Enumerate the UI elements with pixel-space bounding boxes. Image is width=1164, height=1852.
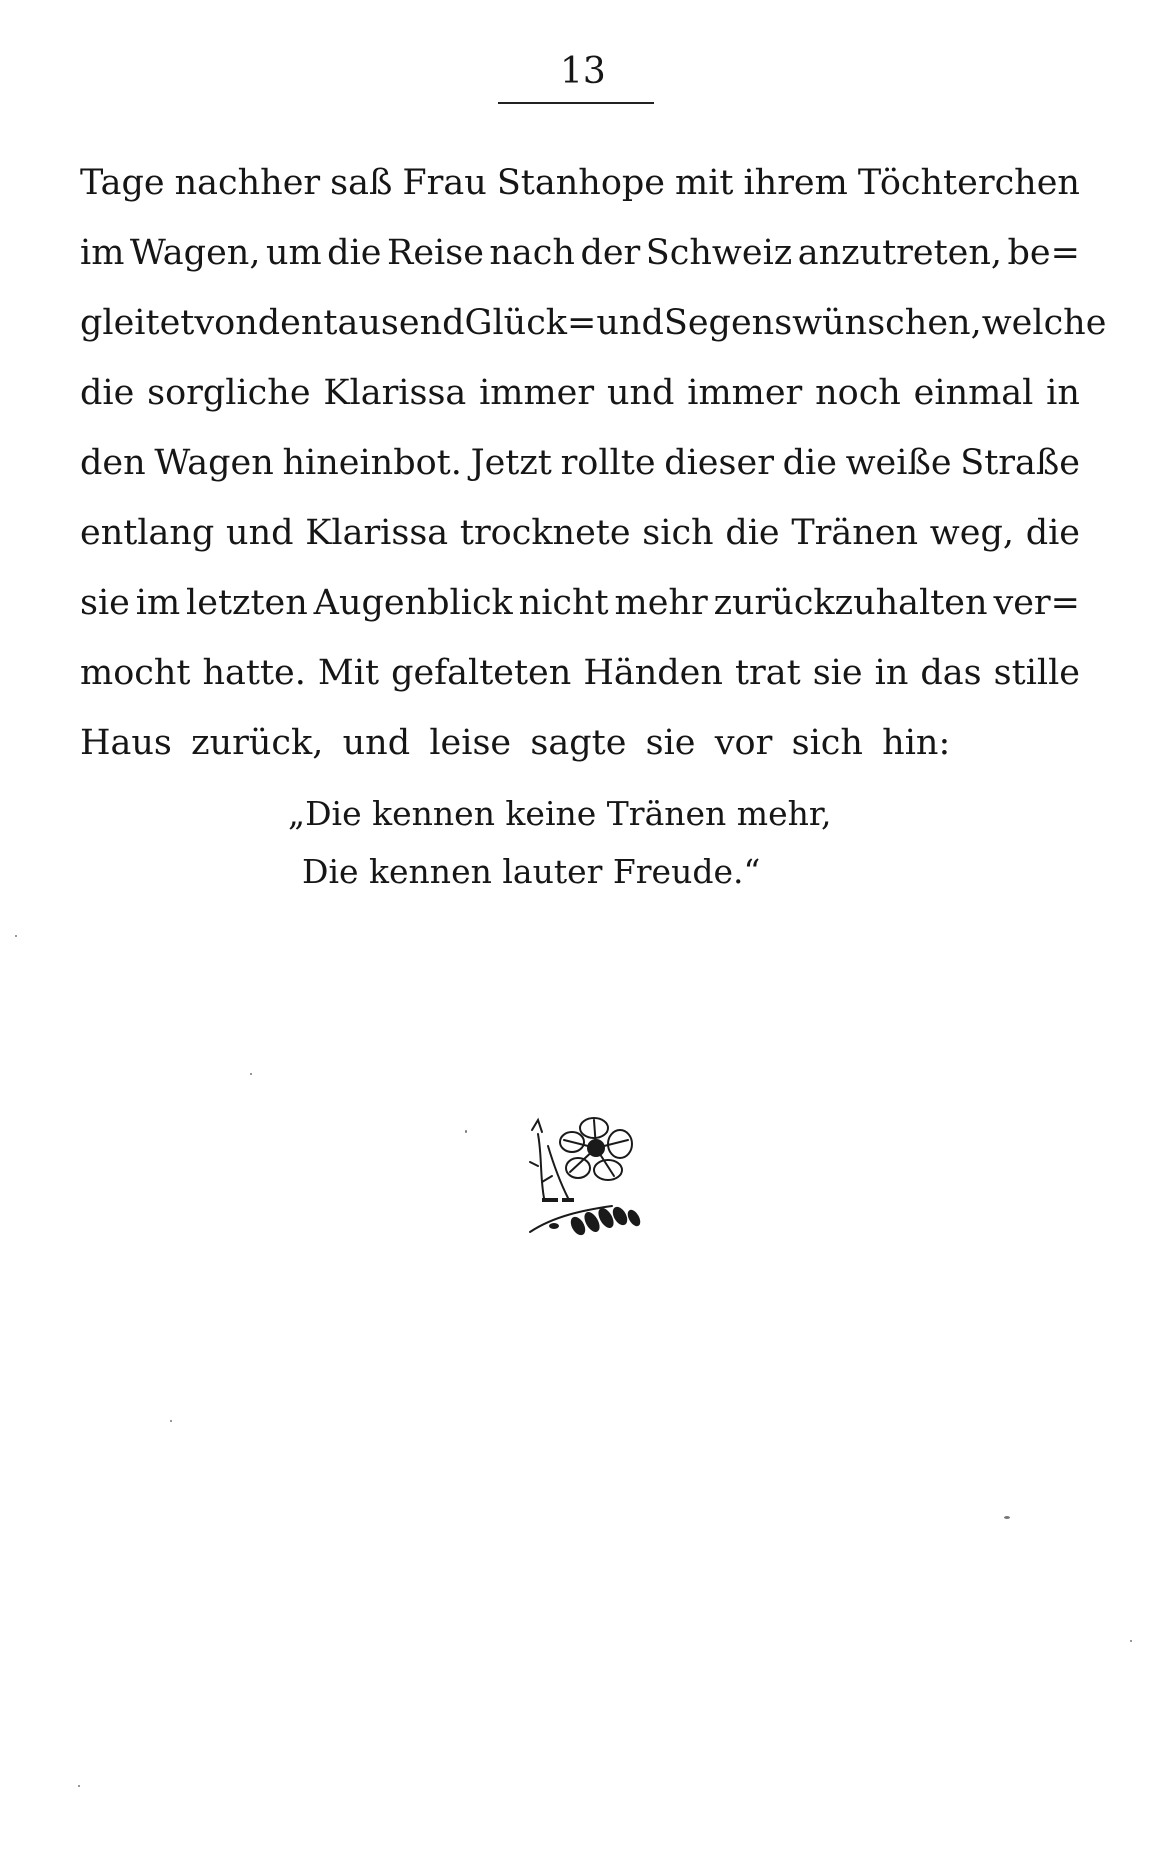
verse-quote	[288, 785, 832, 901]
paragraph-word: vor	[714, 723, 773, 763]
paragraph-word: Reise	[386, 233, 484, 273]
paragraph-word: hineinbot.	[282, 443, 462, 483]
paragraph-line	[80, 498, 1080, 568]
paragraph-word: sie	[812, 653, 863, 693]
paragraph-word: und	[596, 303, 664, 343]
paragraph-word: Händen	[583, 653, 723, 693]
paragraph-word: immer	[479, 373, 595, 413]
paragraph-word: saß	[330, 163, 393, 203]
paragraph-word: entlang	[80, 513, 215, 553]
paragraph-word: den	[80, 443, 146, 483]
paragraph-word: Mit	[317, 653, 380, 693]
paper-speck	[15, 935, 17, 937]
paragraph-line	[80, 428, 1080, 498]
paragraph-word: Augenblick	[313, 583, 513, 623]
paragraph-word: mehr	[614, 583, 708, 623]
paragraph-word: trocknete	[459, 513, 631, 553]
paragraph-word: die	[782, 443, 837, 483]
paragraph-word: leise	[429, 723, 512, 763]
paragraph-word: Tage	[80, 163, 165, 203]
paragraph-word: Klarissa	[305, 513, 449, 553]
paragraph-word: in	[1046, 373, 1080, 413]
paragraph-word: sagte	[530, 723, 627, 763]
paragraph-word: Wagen	[154, 443, 274, 483]
paragraph-word: Jetzt	[470, 443, 552, 483]
paragraph-word: nach	[489, 233, 575, 273]
paragraph-word: trat	[734, 653, 801, 693]
paragraph-word: Glück=	[464, 303, 597, 343]
paragraph-word: nicht	[518, 583, 609, 623]
paragraph-word: mocht	[80, 653, 191, 693]
paragraph-word: noch	[815, 373, 901, 413]
paragraph-word: Schweiz	[645, 233, 793, 273]
paragraph-line	[80, 358, 1080, 428]
body-paragraph	[80, 148, 1107, 778]
paragraph-word: Segenswünschen,	[663, 303, 982, 343]
paper-speck	[1004, 1516, 1010, 1519]
paper-speck	[465, 1130, 467, 1133]
paragraph-word: Haus	[80, 723, 172, 763]
paragraph-word: mit	[675, 163, 734, 203]
flower-vignette-icon	[524, 1106, 650, 1236]
paragraph-word: Klarissa	[323, 373, 467, 413]
verse-line: Die kennen lauter Freude.“	[302, 852, 761, 891]
paragraph-word: der	[580, 233, 641, 273]
paper-speck	[1130, 1640, 1132, 1642]
paragraph-line	[80, 638, 1080, 708]
paragraph-line	[80, 148, 1080, 218]
paragraph-word: Straße	[960, 443, 1080, 483]
paragraph-word: in	[874, 653, 909, 693]
paper-speck	[170, 1420, 172, 1422]
paragraph-word: sich	[642, 513, 714, 553]
paragraph-word: die	[327, 233, 382, 273]
paragraph-word: Stanhope	[496, 163, 666, 203]
paragraph-word: be=	[1007, 233, 1080, 273]
paragraph-word: Töchterchen	[857, 163, 1080, 203]
paragraph-word: sie	[645, 723, 696, 763]
paragraph-line	[80, 708, 1080, 778]
paragraph-word: ihrem	[743, 163, 848, 203]
paragraph-word: die	[80, 373, 135, 413]
paragraph-word: welche	[981, 303, 1107, 343]
paragraph-word: und	[606, 373, 675, 413]
paragraph-word: die	[1025, 513, 1080, 553]
paragraph-word: ver=	[993, 583, 1080, 623]
paragraph-word: weiße	[845, 443, 952, 483]
paragraph-word: Wagen,	[129, 233, 261, 273]
page-number: 13	[560, 51, 606, 92]
paragraph-line	[80, 218, 1080, 288]
paragraph-word: im	[135, 583, 181, 623]
paragraph-word: die	[725, 513, 780, 553]
verse-line: „Die kennen keine Tränen mehr,	[288, 794, 832, 833]
paragraph-word: sich	[791, 723, 863, 763]
paragraph-word: hatte.	[202, 653, 306, 693]
paragraph-word: hin:	[882, 723, 951, 763]
paragraph-word: nachher	[174, 163, 321, 203]
paragraph-word: gleitet	[80, 303, 195, 343]
paragraph-word: das	[920, 653, 982, 693]
paragraph-word: dieser	[664, 443, 774, 483]
paragraph-word: und	[226, 513, 294, 553]
paragraph-word: den	[257, 303, 324, 343]
paragraph-word: Frau	[402, 163, 487, 203]
paragraph-line	[80, 288, 1107, 358]
paragraph-word: anzutreten,	[797, 233, 1003, 273]
paragraph-word: weg,	[929, 513, 1014, 553]
paragraph-word: Tränen	[791, 513, 919, 553]
paragraph-word: zurück,	[191, 723, 324, 763]
paragraph-word: im	[80, 233, 125, 273]
paragraph-word: und	[342, 723, 411, 763]
paragraph-word: von	[194, 303, 258, 343]
page-number-rule	[498, 102, 654, 104]
paragraph-word: sie	[80, 583, 130, 623]
paragraph-word: letzten	[186, 583, 308, 623]
paragraph-word: tausend	[323, 303, 465, 343]
paragraph-word: um	[265, 233, 322, 273]
paragraph-word: zurückzuhalten	[713, 583, 988, 623]
paragraph-word: gefalteten	[391, 653, 572, 693]
paragraph-word: einmal	[913, 373, 1034, 413]
paper-speck	[78, 1785, 80, 1787]
paragraph-word: immer	[687, 373, 803, 413]
paragraph-word: sorgliche	[147, 373, 311, 413]
paragraph-line	[80, 568, 1080, 638]
paragraph-word: stille	[993, 653, 1080, 693]
paragraph-word: rollte	[560, 443, 656, 483]
paper-speck	[250, 1073, 252, 1075]
